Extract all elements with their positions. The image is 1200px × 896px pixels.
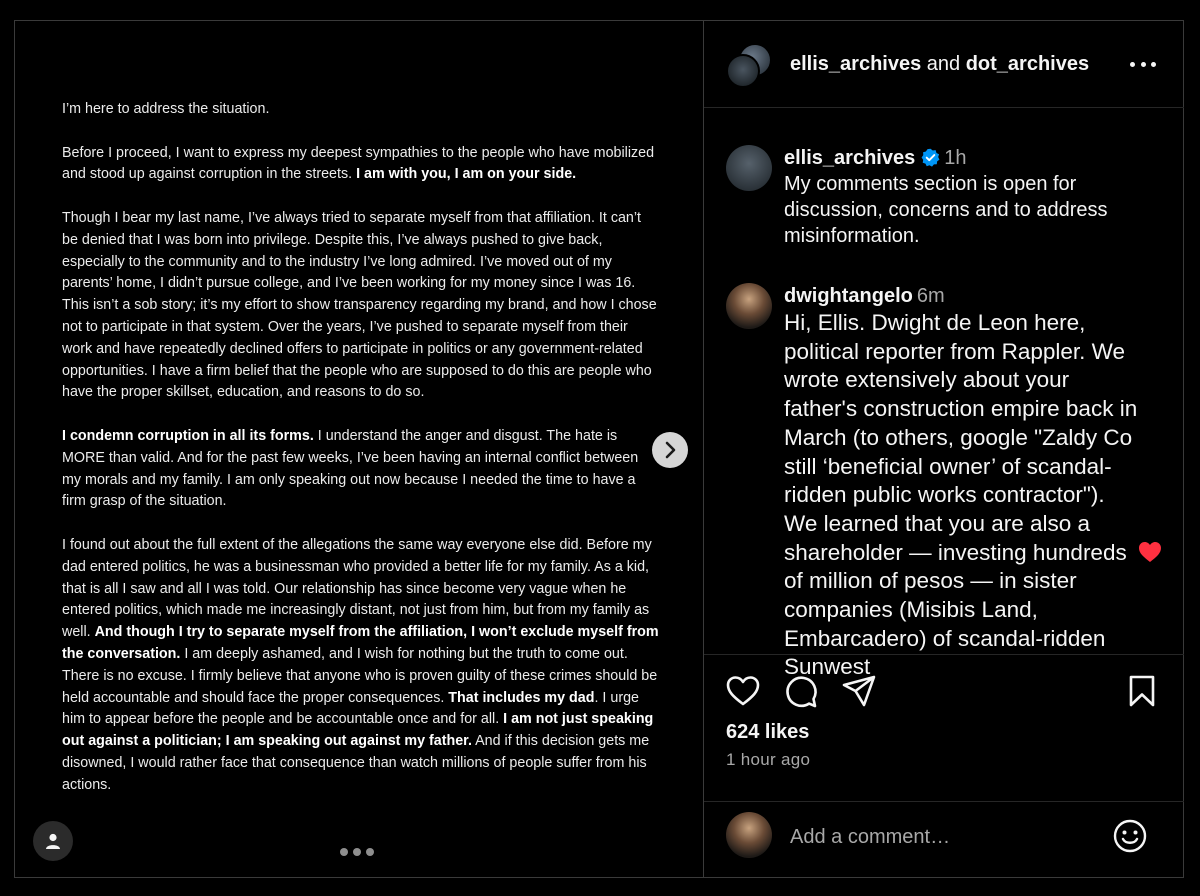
post-image <box>15 21 703 877</box>
statement-segment: Though I bear my last name, I’ve always tried to separate myself from that affiliation. It can’t be denied that I was born into privilege. Despite this, I’ve always pushed to give back, especially to the community and to the industry I’ve long admired. I’ve moved out of my parents’ home, I didn’t pursue college, and I’ve been working for my money since I was 16. This isn’t a sob story; it’s my effort to show transparency regarding my brand, and how I chose not to participate in that system. Over the years, I’ve pushed to separate myself from their work and have repeatedly declined offers to participate in politics or any government-related opportunities. I have a firm belief that the people who are supposed to do this are people who have the proper skillset, education, and reasons to do so. <box>62 209 657 401</box>
statement-emphasis: I condemn corruption in all its forms. <box>62 427 314 444</box>
carousel-dot <box>353 848 361 856</box>
statement-segment: I’m here to address the situation. <box>62 101 270 117</box>
header-usernames <box>790 53 1089 76</box>
heart-icon[interactable] <box>726 675 760 707</box>
header-joiner: and <box>921 53 966 75</box>
avatar[interactable] <box>726 145 772 191</box>
statement-segment: I am deeply ashamed, and I wish for nothing but the truth to come out. There is no excuse. I firmly believe that anyone who is proven guilty of these crimes should be held accountable and should face the proper consequences. <box>62 645 658 706</box>
statement-segment: Before I proceed, I want to express my deepest sympathies to the people who have mobilized and stood up against corruption in the streets. <box>62 144 655 183</box>
statement-paragraph <box>62 143 660 187</box>
verified-badge-icon <box>921 148 940 167</box>
statement-paragraph <box>62 535 660 797</box>
statement-emphasis: That includes my dad <box>448 689 595 706</box>
avatar <box>726 812 772 858</box>
likes-count[interactable]: 624 likes <box>726 721 810 743</box>
statement-paragraph <box>62 426 660 513</box>
chevron-right-icon <box>662 441 678 459</box>
statement-segment: And if this decision gets me disowned, I would rather face that consequence than watch millions of people suffer from his actions. <box>62 733 650 793</box>
statement-text <box>62 99 660 797</box>
comment-icon[interactable] <box>784 675 818 709</box>
share-icon[interactable] <box>842 675 876 707</box>
carousel-dots <box>340 848 374 856</box>
username-link[interactable]: ellis_archives <box>790 53 922 75</box>
comment-text: My comments section is open for discussion, concerns and to address misinformation. <box>784 173 1108 247</box>
comment-like-heart-icon[interactable] <box>1138 541 1162 563</box>
post-timestamp: 1 hour ago <box>726 750 811 769</box>
avatar <box>726 54 760 88</box>
statement-segment: I found out about the full extent of the allegations the same way everyone else did. Before my dad entered politics, he was a businessman who provided a better life for my family. As a kid, that is all I saw and all I was told. Our relationship has since become very vague when he entered politics, which made me increasingly distant, not just from him, but from my family as well. <box>62 536 652 641</box>
username-link[interactable]: dot_archives <box>965 53 1090 75</box>
add-comment-bar <box>704 801 1184 877</box>
comments-list <box>704 109 1184 680</box>
comments-panel <box>703 21 1183 877</box>
next-slide-button[interactable] <box>652 432 688 468</box>
comment-username[interactable]: ellis_archives <box>784 147 916 169</box>
statement-emphasis: I am with you, I am on your side. <box>356 166 577 183</box>
statement-paragraph <box>62 99 660 121</box>
comment-username[interactable]: dwightangelo <box>784 285 913 307</box>
comment-input[interactable] <box>790 824 1090 850</box>
comment-time[interactable]: 1h <box>944 147 967 169</box>
carousel-dot <box>340 848 348 856</box>
statement-paragraph <box>62 208 660 404</box>
statement-segment: . I urge him to appear before the people and be accountable once and for all. <box>62 689 639 728</box>
statement-segment: I understand the anger and disgust. The hate is MORE than valid. And for the past few weeks, I’ve been having an internal conflict between my morals and my family. I am only speaking out now because I needed the time to have a firm grasp of the situation. <box>62 427 639 510</box>
emoji-icon[interactable] <box>1112 818 1148 854</box>
statement-emphasis: I am not just speaking out against a politician; I am speaking out against my father. <box>62 711 654 750</box>
collab-avatars[interactable] <box>726 43 776 91</box>
avatar[interactable] <box>726 283 772 329</box>
comment-text: Hi, Ellis. Dwight de Leon here, political reporter from Rappler. We wrote extensively about your father's construction empire back in March (to others, google "Zaldy Co still ‘beneficial owner’ of scandal-ridden public works contractor"). We learned that you are also a shareholder — investing hundreds of million of pesos — in sister companies (Misibis Land, Embarcadero) of scandal-ridden Sunwest <box>784 310 1138 680</box>
carousel-dot <box>366 848 374 856</box>
user-icon <box>44 832 62 850</box>
statement-emphasis: And though I try to separate myself from the affiliation, I won’t exclude myself from the conversation. <box>62 624 659 662</box>
post-modal <box>14 20 1184 878</box>
more-horizontal-icon[interactable] <box>1130 59 1156 69</box>
bookmark-icon[interactable] <box>1128 675 1156 707</box>
post-header <box>704 21 1184 108</box>
tagged-people-button[interactable] <box>33 821 73 861</box>
comment-time[interactable]: 6m <box>916 285 945 307</box>
